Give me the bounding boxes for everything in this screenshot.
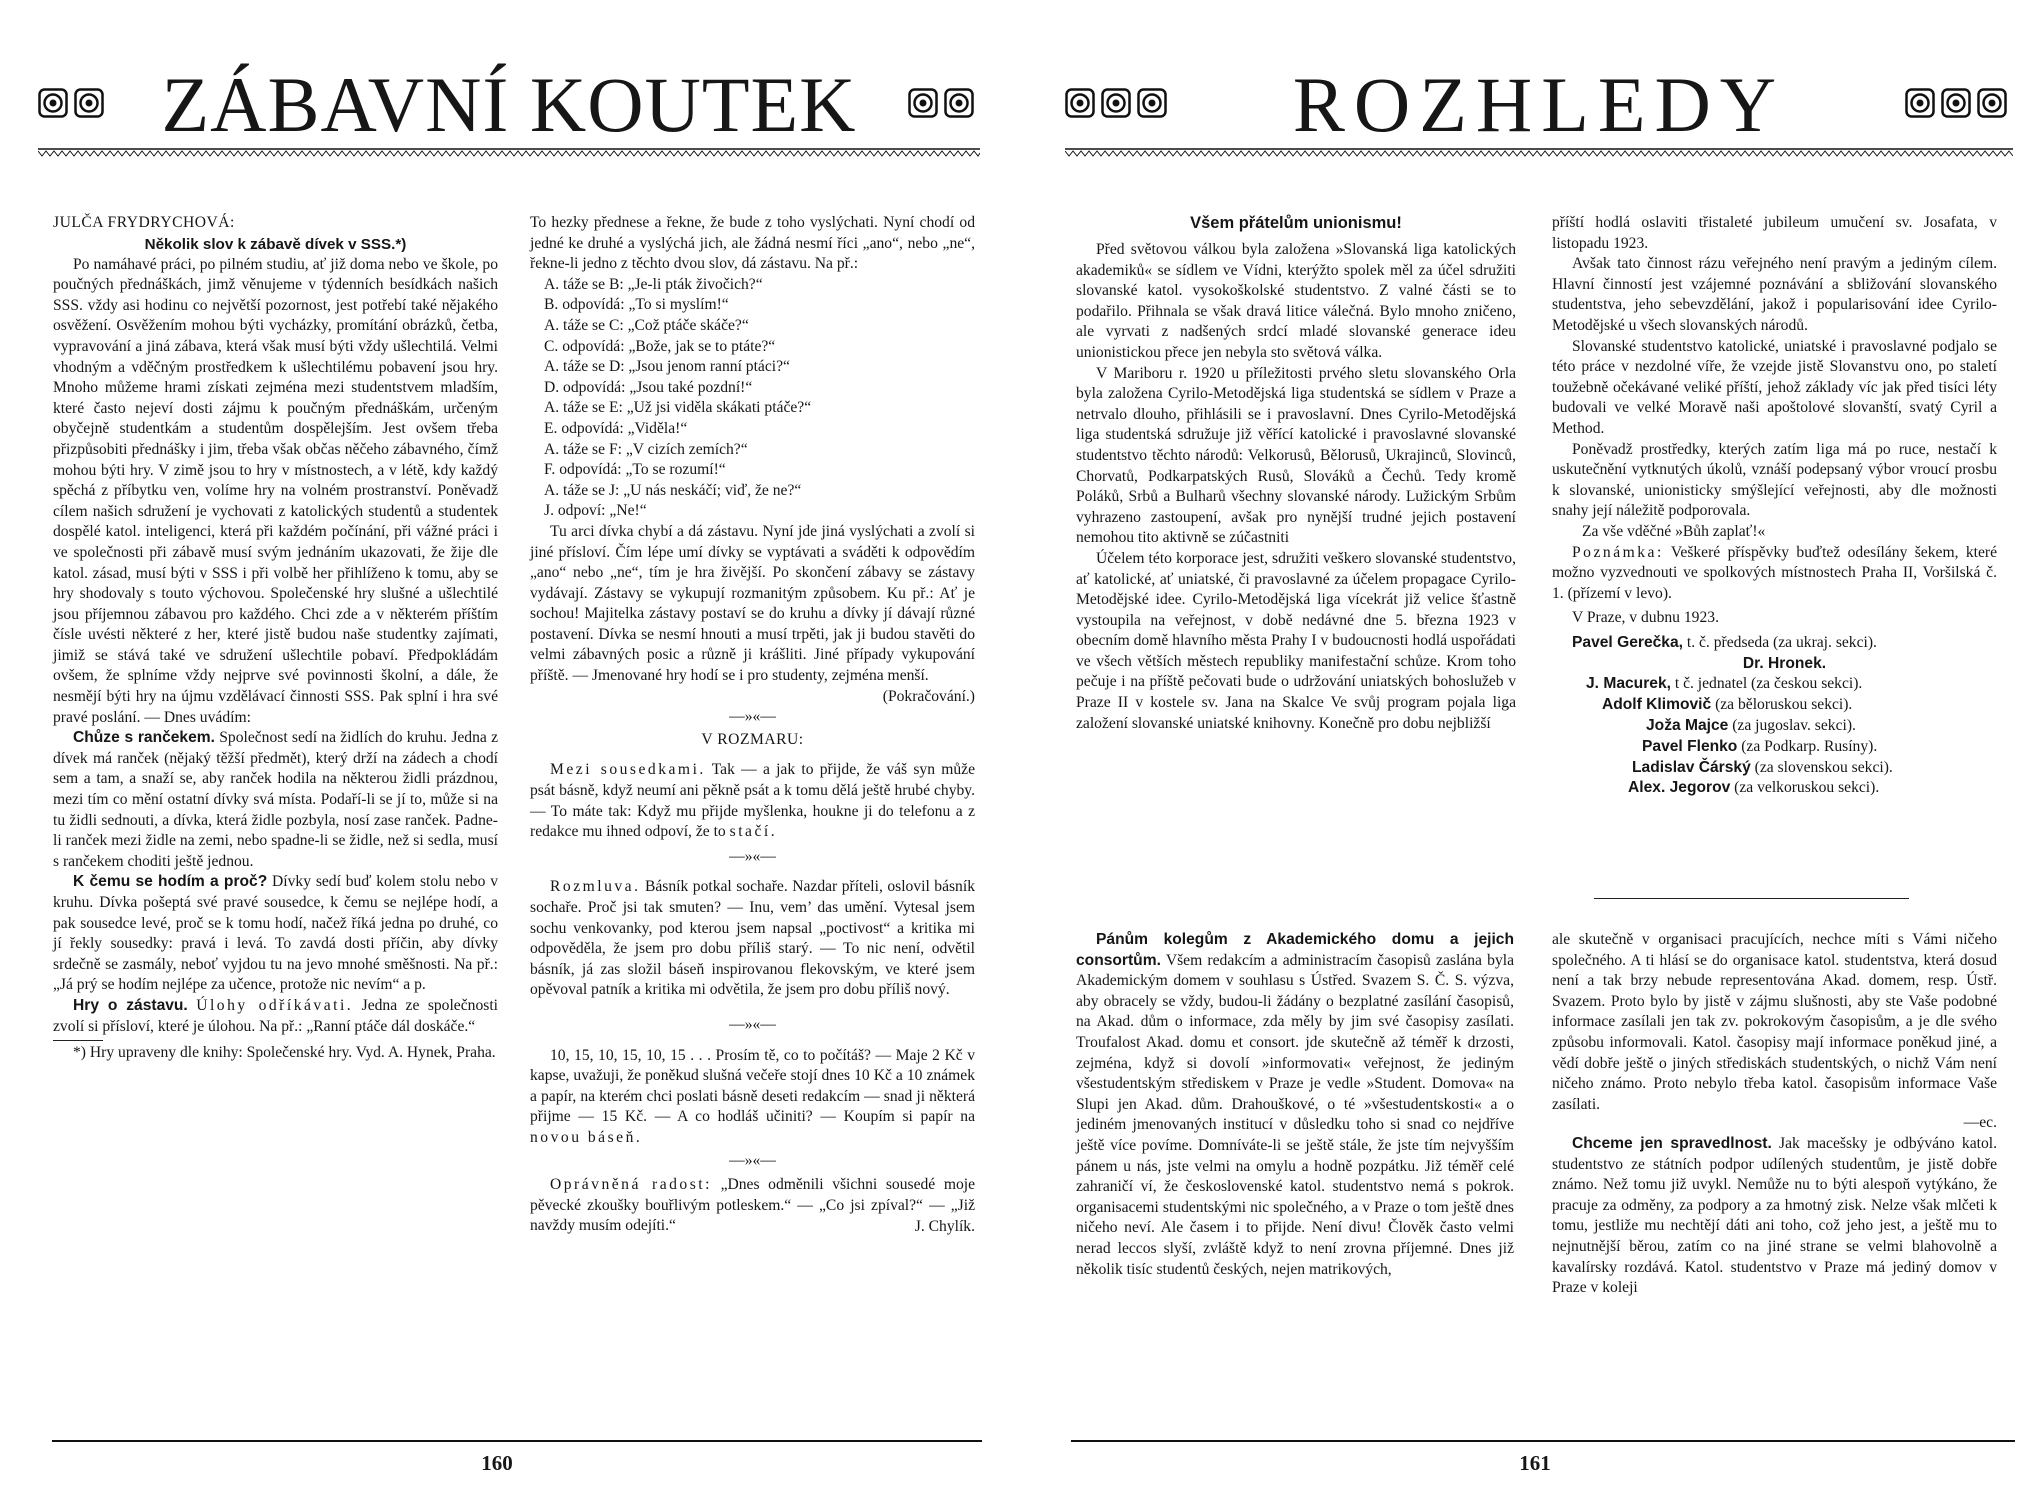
signatory-name: Alex. Jegorov — [1628, 779, 1731, 797]
dialog-line: A. táže se F: „V cizích zemích?“ — [544, 440, 748, 458]
humor-text: 10, 15, 10, 15, 10, 15 . . . Prosím tě, co to počítáš? — Maje 2 Kč v kapse, uvažuji, že poněkud slušná večeře stojí dnes 10 Kč a 10 známek a papír, na kterém chci poslati básně deseti redakcím — snad ji některá přijme — 15 Kč. — A co hodláš učiniti? — Koupím si papír na — [530, 1046, 975, 1126]
article-paragraph — [1076, 930, 1514, 1280]
right-col-3 — [1076, 930, 1514, 1280]
game-paragraph — [53, 728, 498, 872]
dialog-line: A. táže se D: „Jsou jenom ranní ptáci?“ — [544, 358, 790, 376]
right-col-2 — [1552, 213, 1997, 799]
article-title: Chceme jen spravedlnost. — [1572, 1134, 1772, 1152]
page-number: 160 — [481, 1451, 513, 1475]
game-paragraph — [53, 872, 498, 996]
signatory-name: J. Macurek, — [1586, 675, 1671, 693]
signatory — [1552, 716, 1997, 737]
bottom-rule — [1071, 1440, 2015, 1442]
article-text: Jak macešsky je odbýváno katol. studentstvo ze státních podpor udílených studentům, je jistě dobře známo. Než tomu již uvykl. Nemůže nu to býti alespoň vytýkáno, že pracuje za odměny, za podpory a za hmotný zisk. Nelze však mlčeti k tomu, jestliže mu nechtějí dáti ani toho, což jeho jest, a ještě mu to nejnutnější běrou, zatím co na jiné strane se velmi blahovolně a kavalírsky rozdává. Katol. studentstvo v Praze má jediný domov v Praze v koleji — [1552, 1134, 1997, 1297]
dialog-line: A. táže se B: „Je-li pták živočich?“ — [544, 275, 763, 293]
article-paragraph: Poněvadž prostředky, kterých zatím liga má po ruce, nestačí k uskutečnění vytknutých úkolů, vznáší podepsaný výbor vroucí prosbu k slovanské, unionisticky smýšlející veřejnosti, aby dle možnosti snahy její náležitě podporovala. — [1552, 440, 1997, 520]
dialog-line: F. odpovídá: „To se rozumí!“ — [544, 461, 726, 479]
signatory-name: Ladislav Čárský — [1632, 758, 1751, 776]
zigzag-rule — [38, 148, 980, 158]
article-text: Všem redakcím a administracím časopisů zaslána byla Akademickým domem v souhlasu s Ústřed. Svazem S. Č. S. výzva, aby obracely se vždy, budou-li žádány o bezplatné zasílání časopisů, na Akad. dům o informace, zda měly by jim své časopisy zasílati. Troufalost Akad. domu et consort. jde skutečně až téměř k drzosti, zejména, když si dovolí »informovati« veřejnost, že jediným všestudentským střediskem v Praze je vedle »Student. Domova« na Slupi jen Akad. dům. Drahouškové, o té »všestudentskosti« a o jediném jmenovaných institucí v důsledku toho si snad co nejdříve ještě více povíme. Domníváte-li se ještě stále, že jste tím nejvyšším pánem u nás, jste velmi na omylu a hodně pozpátku. Již téměř celé zahraničí ví, že československé katol. studentstvo nemá s pokrok. organisacemi studentskými nic společného, a v Praze o tom ještě dnes ničeho neví. Ale časem i to přijde. Není divu! Člověk často velmi nerad leccos slyší, zvláště když to není zrovna příjemné. Dnes již několik tisíc studentů českých, nejen matrikových, — [1076, 951, 1514, 1278]
signatory-name: Dr. Hronek. — [1742, 654, 1827, 672]
humor-item — [530, 760, 975, 842]
article-paragraph: ale skutečně v organisaci pracujících, nechce míti s Vámi ničeho společného. A ti hlásí se do organisace katol. studentstva, která dosud není a tak brzy nebude representována Akad. domem, resp. Ústř. Svazem. Proto bylo by jistě v zájmu slušnosti, aby ste Vaše podobné informace zasílali jen tak zv. pokrokovým časopisům, a je dle svého způsobu informovali. Katol. časopisy mají informace poněkud jiné, a vědí dobře ještě o jiných střediskách studentských, o nichž Vám není ničeho známo. Proto nebylo třeba katol. časopisům informace Vaše zasílati. — [1552, 931, 1997, 1113]
humor-signature: J. Chylík. — [914, 1217, 975, 1235]
article-title: Pánům kolegům z Akademického domu a jejich consortům. — [1076, 931, 1514, 969]
section-divider — [1594, 898, 1909, 899]
humor-item — [530, 1046, 975, 1149]
dialog-list — [530, 275, 975, 522]
dialog-line: B. odpovídá: „To si myslím!“ — [544, 296, 729, 314]
left-page-header — [38, 62, 980, 152]
article-paragraph: Po namáhavé práci, po pilném studiu, ať již doma nebo ve škole, po poučných přednáškách, jimž věnujeme v týdenních besídkách našich SSS. vždy asi hodinu co největší pozornost, jest potřebí také nějakého osvěžení. Osvěžením mohou býti vycházky, promítání obrázků, četba, vypravování a jiná zábava, která však musí býti vždy ušlechtilá. Velmi vhodným a vděčným prostředkem k ušlechtilému pobavení jsou hry. Mnoho můžeme hrami získati zejména mezi studentstvem mladším, které často nejeví dosti zájmu k poučným přednáškám, určeným obyčejně studentkám a studentům dospělejším. Jest ovšem třeba přizpůsobiti přednášky i jim, třeba však občas něčeho zábavného, čímž mohou býti hry. V zimě jsou to hry v místnostech, a v létě, kdy každý spěchá z příbytku ven, volíme hry na volném prostranství. Poněvadž cílem našich sdružení je vychovati z katolických studentů a studentek dospělé katol. inteligenci, která při každém počínání, při vážné práci i ve společnosti při zábavě musí svým jednáním ukazovati, že žije dle katol. zásad, musí býti v SSS i při volbě her přihlíženo k tomu, aby se hry shodovaly s touto výchovou. Společenské hry slušné a ušlechtilé jsou příjemnou zábavou pro každého. Chci zde a v některém příštím čísle uvésti některé z her, které jistě budou naše studentky zajímati, jimiž se stává také ve sdružení ušlechtile pobaví. Předpokládám ovšem, že splníme vždy nejprve své povinnosti školní, a dále, že nesmějí býti hry na újmu vzdělávací činnosti SSS. Pak splní i hra své pravé poslání. — Dnes uvádím: — [53, 255, 498, 726]
signatory-name: Pavel Gerečka, — [1572, 633, 1683, 651]
continuation-note: (Pokračování.) — [882, 687, 975, 705]
game-text: Jedna ze společnosti zvolí si přísloví, které je úlohou. Na př.: „Ranní ptáče dál doskáče.“ — [53, 996, 498, 1035]
rosette-ornament-icon — [944, 88, 974, 118]
humor-title: Mezi sousedkami. — [550, 761, 706, 779]
signatory — [1552, 674, 1997, 695]
humor-title: Oprávněná radost: — [550, 1176, 712, 1194]
separator: —»«— — [729, 847, 776, 865]
dialog-line: J. odpoví: „Ne!“ — [544, 502, 647, 520]
note-text: Veškeré příspěvky buďtež odesílány šekem, které možno vyzvednouti ve spolkových místnostech Praha II, Voršilská č. 1. (přízemí v levo). — [1552, 543, 1997, 602]
signatory — [1552, 654, 1997, 675]
separator: —»«— — [729, 1015, 776, 1033]
bottom-rule — [52, 1440, 982, 1442]
article-title: Několik slov k zábavě dívek v SSS.*) — [144, 235, 407, 253]
signatories — [1552, 633, 1997, 799]
signatory-role: (za jugoslav. sekci). — [1728, 717, 1856, 735]
signatory-role: t. č. předseda (za ukraj. sekci). — [1682, 633, 1877, 651]
game-title: K čemu se hodím a proč? — [73, 873, 268, 891]
game-text: Společnost sedí na židlích do kruhu. Jedna z dívek má ranček (nějaký těžší předmět), který drží na zádech a chodí sem a tam, a snaží se, aby ranček hodila na některou židli prázdnou, mezi tím co mění ostatní dívky svá místa. Podaří-li se jí to, může si na tu židli sednouti, a dívka, která židle pozbyla, nosí zase ranček. Padne-li ranček mezi židle na zemi, nebo spadne-li se židle, než si sedla, musí s rančekem choditi ještě jednou. — [53, 729, 498, 870]
footnote: *) Hry upraveny dle knihy: Společenské hry. Vyd. A. Hynek, Praha. — [73, 1044, 496, 1062]
rosette-ornament-icon — [1941, 88, 1971, 118]
game-subtitle: Úlohy odříkávati. — [196, 996, 354, 1014]
game-title: Chůze s rančekem. — [73, 729, 215, 747]
humor-title: Rozmluva. — [550, 878, 641, 896]
header-ornaments-right — [908, 88, 974, 118]
dialog-line: A. táže se C: „Což ptáče skáče?“ — [544, 316, 749, 334]
section-title: ROZHLEDY — [1292, 61, 1786, 148]
signatory-name: Adolf Klimovič — [1602, 696, 1712, 714]
article-title: Všem přátelům unionismu! — [1190, 214, 1402, 232]
article-paragraph: Účelem této korporace jest, sdružiti veškero slovanské studentstvo, ať katolické, ať uniatské, či pravoslavné za účelem propagace Cyrilo-Metodějské idee. Cyrilo-Metodějská liga vícekrát již velice šťastně vystoupila na veřejnost, v době nedávné dne 5. března 1923 v obecním domě hlavního města Prahy I v budoucnosti hodlá uspořádati ve všech větších městech republiky manifestační schůze. Krom toho pečuje i na příště pečovati bude o udržování uniatských bohoslužeb v Praze II v kostele sv. Jana na Skalce Ve svůj program pojala liga založení slovanské uniatské knihovny. Konečně pro dobu nejbližší — [1076, 549, 1516, 732]
article-paragraph: Tu arci dívka chybí a dá zástavu. Nyní jde jiná vyslýchati a zvolí si jiné přísloví. Čím lépe umí dívky se vyptávati a sváděti k odpovědím „ano“ nebo „ne“, tím je hra živější. Po skončení zábavy se zástavy vydávají. Zástavy se vykupují rozmanitým způsobem. Ku př.: Ať je sochou! Majitelka zástavy postaví se do kruhu a dívky jí dávají různé postavení. Dívka se nesmí hnouti a musí trpěti, jak ji budou stavěti do velmi zábavných posic a různě ji krášliti. Jiné případy vykupování příště. — Jmenované hry hodí se i pro studenty, zejména menší. — [530, 522, 975, 685]
humor-punchline: stačí. — [729, 823, 778, 841]
signatory-name: Pavel Flenko — [1642, 737, 1738, 755]
game-paragraph — [53, 996, 498, 1037]
signatory-role: (za velkoruskou sekci). — [1730, 779, 1880, 797]
article-paragraph — [1552, 1134, 1997, 1299]
separator: —»«— — [729, 708, 776, 726]
dialog-line: C. odpovídá: „Bože, jak se to ptáte?“ — [544, 337, 776, 355]
rosette-ornament-icon — [1905, 88, 1935, 118]
article-paragraph: To hezky přednese a řekne, že bude z toho vyslýchati. Nyní chodí od jedné ke druhé a vyslýchá jich, ale žádná nesmí říci „ano“, nebo „ne“, řekne-li jedno z těchto dvou slov, dá zástavu. Na př.: — [530, 214, 975, 273]
right-col-1 — [1076, 213, 1516, 734]
humor-text: „Dnes odměnili všichni sousedé moje pěvecké zkoušky bouřlivým potleskem.“ — „Co jsi zpíval?“ — „Již navždy musím odejíti.“ — [530, 1176, 976, 1235]
right-page-header — [1065, 62, 2013, 152]
note-label: Poznámka: — [1572, 543, 1664, 561]
right-page — [1019, 0, 2038, 1500]
dialog-line: A. táže se J: „U nás neskáčí; viď, že ne?“ — [544, 481, 802, 499]
footnote-rule — [53, 1040, 103, 1041]
dialog-line: D. odpovídá: „Jsou také pozdní!“ — [544, 378, 753, 396]
game-title: Hry o zástavu. — [73, 996, 188, 1014]
right-col-4 — [1552, 930, 1997, 1299]
article-paragraph: V Mariboru r. 1920 u příležitosti prvého sletu slovanského Orla byla založena Cyrilo-Metodějská liga studentská se sídlem v Praze a netrvalo dlouho, přihlásili se i pravoslavní. Dnes Cyrilo-Metodějská liga studentská sdružuje již věřící katolické i pravoslavné slovanské studentstvo těchto národů: Velkorusů, Bělorusů, Ukrajinců, Slovinců, Chorvatů, Podkarpatských Rusů, Slováků a Čechů. Tedy kromě Poláků, Srbů a Bulharů všechny slovanské národy. Lužickým Srbům vyhrazeno zastoupení, avšak pro nynější trudné jejich postavení nemohou tito aktivně se zúčastniti — [1076, 364, 1516, 547]
signatory-role: (za běloruskou sekci). — [1711, 696, 1853, 714]
signatory-role: (za Podkarp. Rusíny). — [1737, 737, 1878, 755]
signatory-name: Joža Majce — [1646, 717, 1729, 735]
left-col-2 — [530, 213, 975, 1238]
dialog-line: A. táže se E: „Už jsi viděla skákati ptáče?“ — [544, 399, 812, 417]
signatory — [1552, 633, 1997, 654]
signatory — [1552, 695, 1997, 716]
game-text: Dívky sedí buď kolem stolu nebo v kruhu. Dívka pošeptá své pravé sousedce, k čemu se nejlépe hodí, a pak sousedce levé, proč se k tomu hodí, načež říká jedna po druhé, co jí řekly sousedky: pravá i levá. To zavdá dosti příčin, aby dívky srdečně se zasmály, neboť vyjdou tu na jevo mnohé směšnosti. Na př.: „Já prý se hodím nejlépe za učence, protože nic nevím“ a p. — [53, 873, 498, 994]
humor-punchline: novou báseň. — [530, 1128, 643, 1146]
note-paragraph — [1552, 543, 1997, 605]
section-title: ZÁBAVNÍ KOUTEK — [161, 61, 857, 148]
signatory — [1552, 778, 1997, 799]
signatory — [1552, 737, 1997, 758]
article-paragraph: Avšak tato činnost rázu veřejného není pravým a jediným cílem. Hlavní činností jest vzájemné poznávání a sbližování slovanského studentstva, jeho sebevzdělání, jakož i popularisování idee Cyrilo-Metodějské u všech slovanských národů. — [1552, 255, 1997, 334]
article-signature: —ec. — [1963, 1114, 1997, 1132]
separator: —»«— — [729, 1151, 776, 1169]
humor-text: Básník potkal sochaře. Nazdar příteli, oslovil básník sochaře. Proč jsi tak smuten? — Inu, vem’ das umění. Vytesal jsem sochu venkovanky, pod kterou jsem napsal „poctivost“ a kritika mi odpověděla, že jsem pro dobu příliš starý. — To nic není, odvětil básník, já zas složil báseň inspirovanou flekovským, ve které jsem opěvoval patník a kritika mi odvětila, že jsem pro dobu příliš nový. — [530, 878, 975, 999]
article-paragraph: příští hodlá oslaviti třistaleté jubileum umučení sv. Josafata, v listopadu 1923. — [1552, 214, 1997, 252]
humor-item — [530, 877, 975, 1001]
signatory-role: t č. jednatel (za českou sekci). — [1670, 675, 1863, 693]
humor-text: Tak — a jak to přijde, že váš syn může psát básně, když neumí ani pěkně psát a k tomu dělá ještě hrubé chyby. — To máte tak: Když mu přijde myšlenka, houkne ji do telefonu a z redakce mu ihned odpoví, že to — [530, 761, 975, 841]
article-paragraph: Před světovou válkou byla založena »Slovanská liga katolických akademiků« se sídlem ve Vídni, kterýžto spolek měl za účel sdružiti slovanské katol. vysokoškolské studentstvo. Z valné části se to podařilo. Přihnala se však dravá litice válečná. Bylo mnoho zničeno, ale vyrvati z nadšených srdcí mladé slovanské generace ideu unionistickou přece jen nebyla sto světová válka. — [1076, 241, 1516, 361]
article-paragraph: Slovanské studentstvo katolické, uniatské i pravoslavné podjalo se této práce v nezdolné víře, že vzejde jistě Slovanstvu ono, po staletí toužebně očekávané veliké příští, jehož základy víc jak před tisíci léty budovali ve velké Moravě naši apoštolové slovanští, svatý Cyril a Method. — [1552, 337, 1997, 437]
page-number: 161 — [1519, 1451, 1551, 1475]
rosette-ornament-icon — [1977, 88, 2007, 118]
article-author: JULČA FRYDRYCHOVÁ: — [53, 214, 235, 231]
closing-line: Za vše vděčné »Bůh zaplať!« — [1582, 522, 1766, 540]
left-col-1 — [53, 213, 498, 1064]
zigzag-rule — [1065, 148, 2013, 158]
signatory — [1552, 758, 1997, 779]
dialog-line: E. odpovídá: „Viděla!“ — [544, 419, 688, 437]
header-ornaments-right — [1905, 88, 2007, 118]
signatory-role: (za slovenskou sekci). — [1750, 758, 1893, 776]
rosette-ornament-icon — [908, 88, 938, 118]
subsection-title: V ROZMARU: — [701, 730, 804, 748]
place-date: V Praze, v dubnu 1923. — [1572, 609, 1719, 627]
